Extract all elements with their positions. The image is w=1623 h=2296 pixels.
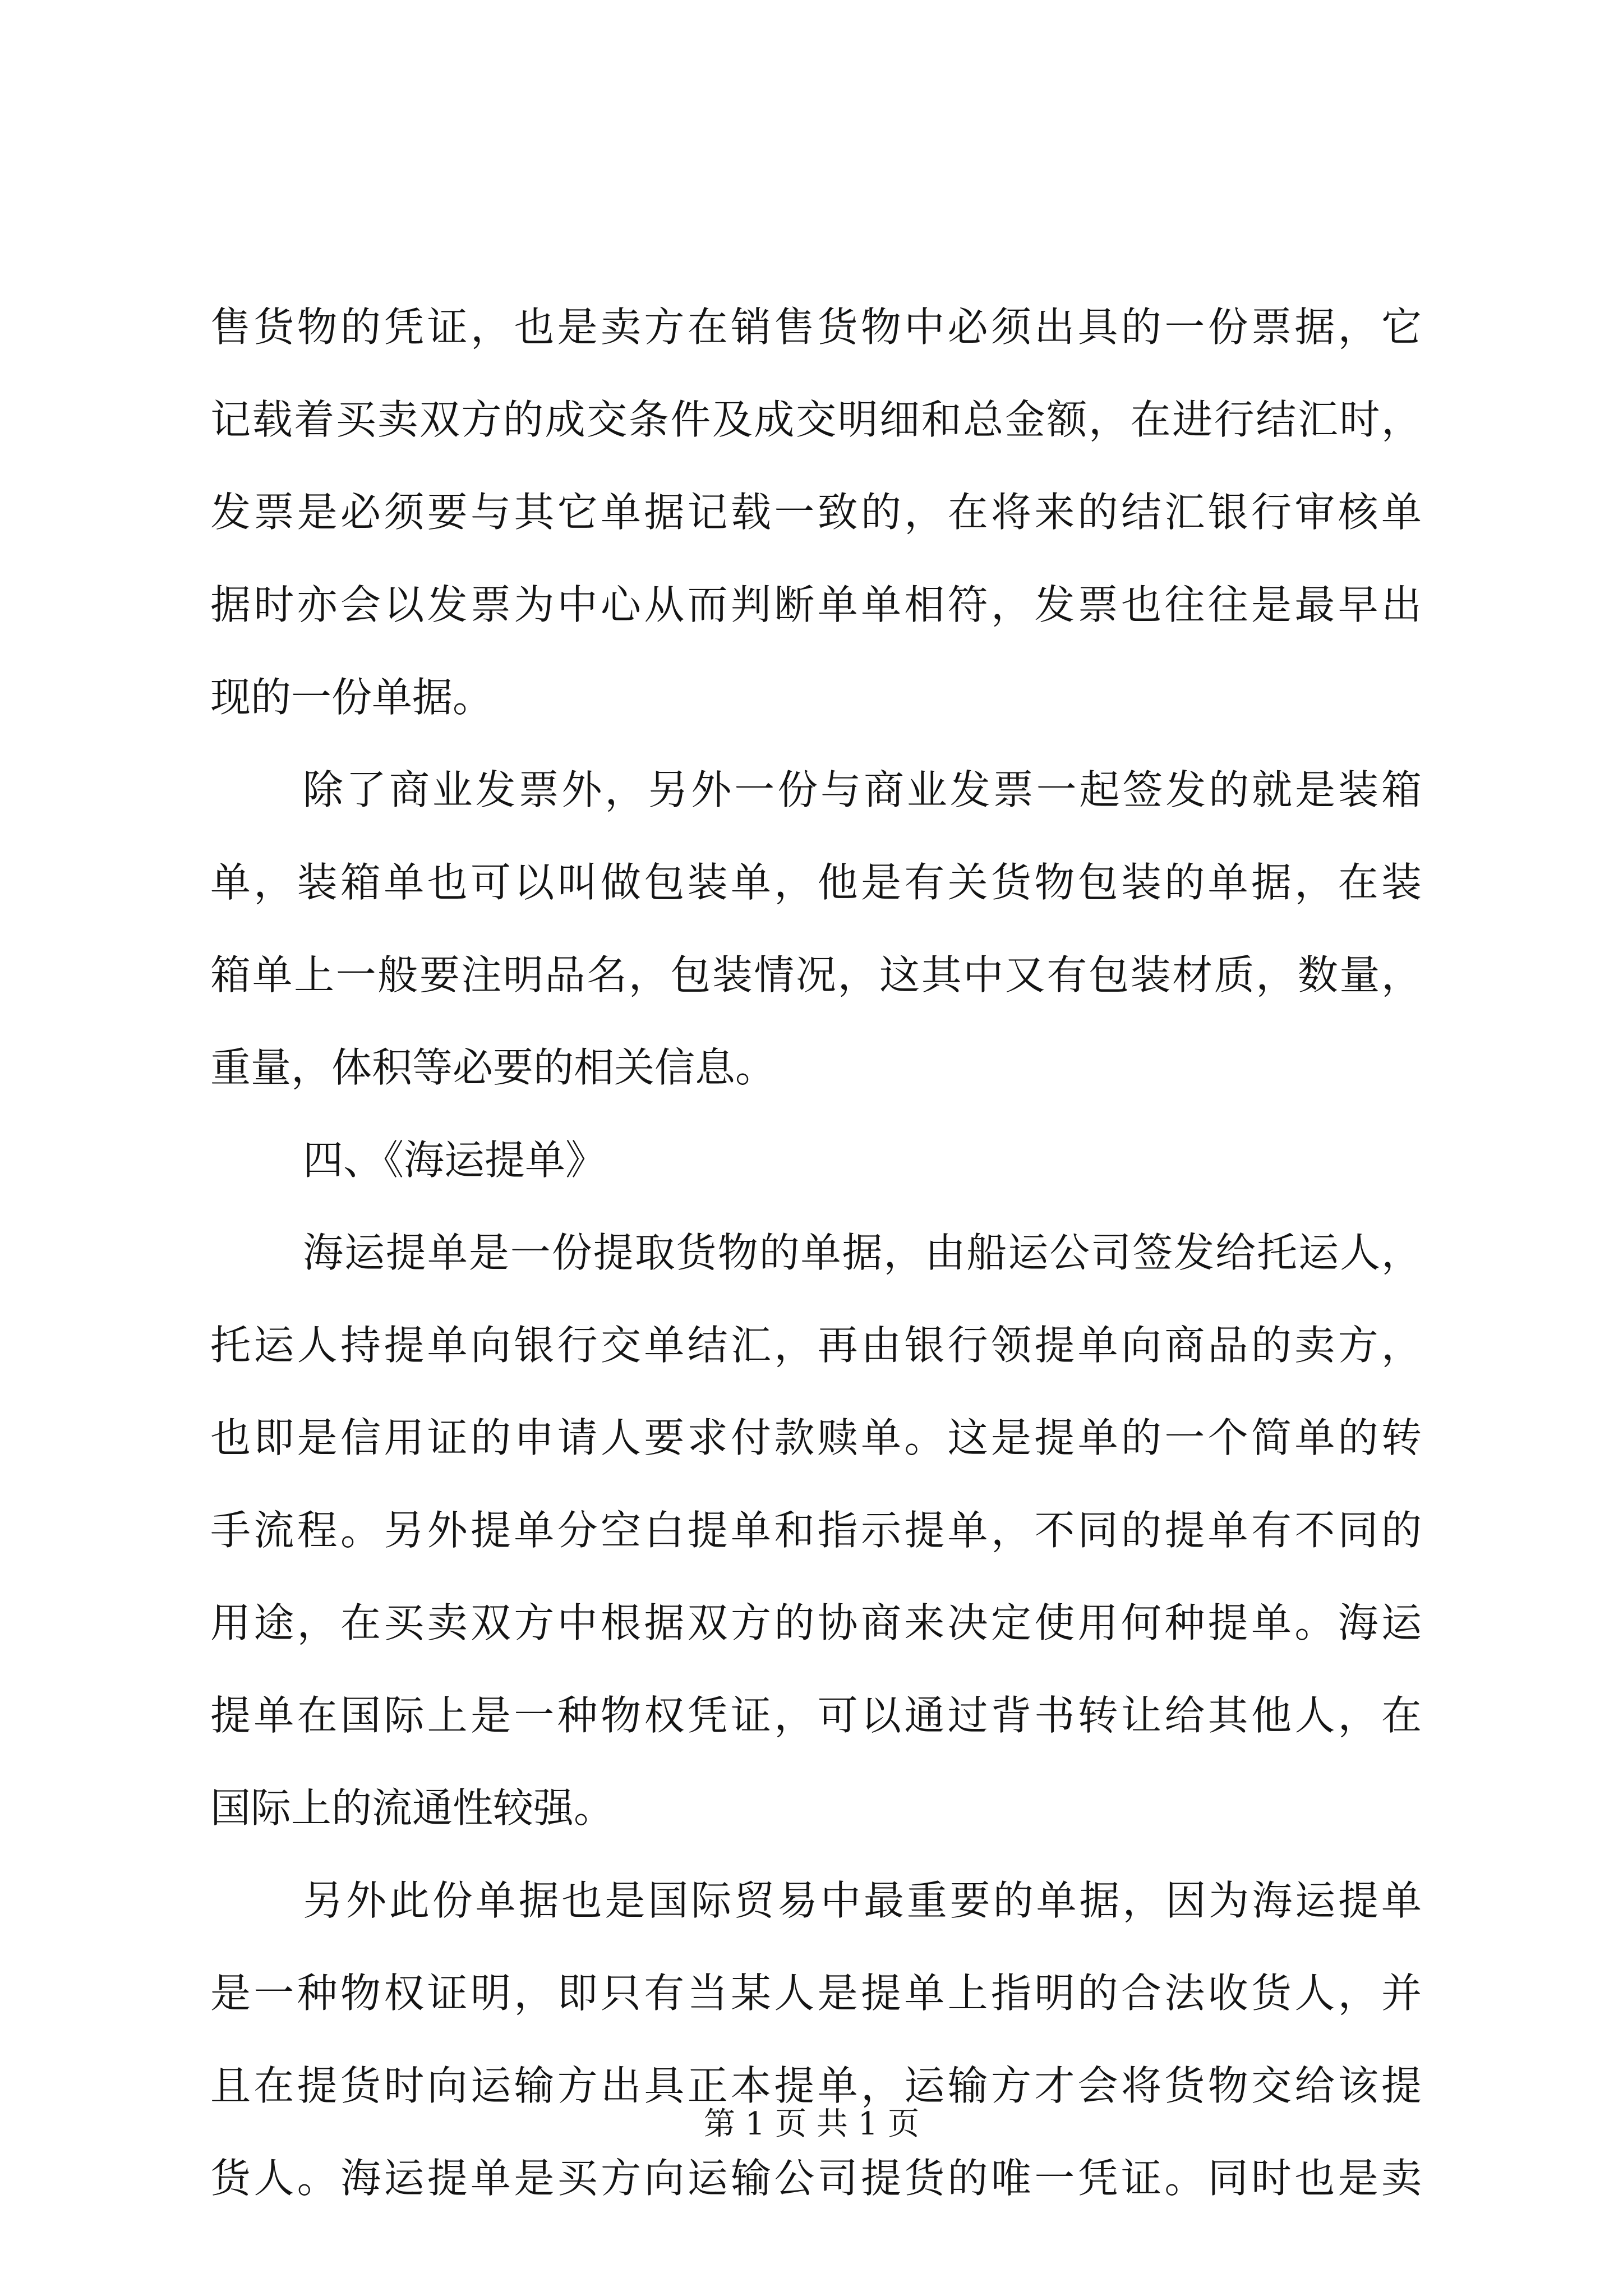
body-line: 用途，在买卖双方中根据双方的协商来决定使用何种提单。海运 [210, 1599, 1422, 1646]
body-line: 售货物的凭证，也是卖方在销售货物中必须出具的一份票据，它 [210, 303, 1422, 351]
body-line: 也即是信用证的申请人要求付款赎单。这是提单的一个简单的转 [210, 1414, 1422, 1461]
body-line: 发票是必须要与其它单据记载一致的，在将来的结汇银行审核单 [210, 489, 1422, 536]
body-line: 且在提货时向运输方出具正本提单，运输方才会将货物交给该提 [210, 2062, 1422, 2109]
body-line: 货人。海运提单是买方向运输公司提货的唯一凭证。同时也是卖 [210, 2155, 1422, 2202]
section-heading: 四、《海运提单》 [303, 1137, 606, 1184]
body-line: 另外此份单据也是国际贸易中最重要的单据，因为海运提单 [303, 1877, 1422, 1924]
body-line: 托运人持提单向银行交单结汇，再由银行领提单向商品的卖方， [210, 1322, 1422, 1369]
body-line: 除了商业发票外，另外一份与商业发票一起签发的就是装箱 [303, 766, 1422, 813]
body-line: 手流程。另外提单分空白提单和指示提单，不同的提单有不同的 [210, 1507, 1422, 1554]
body-line: 单，装箱单也可以叫做包装单，他是有关货物包装的单据，在装 [210, 859, 1422, 906]
body-line: 是一种物权证明，即只有当某人是提单上指明的合法收货人，并 [210, 1970, 1422, 2017]
body-line: 现的一份单据。 [210, 674, 494, 721]
body-line: 国际上的流通性较强。 [210, 1784, 615, 1832]
body-line: 据时亦会以发票为中心从而判断单单相符，发票也往往是最早出 [210, 581, 1422, 628]
body-line: 箱单上一般要注明品名，包装情况，这其中又有包装材质，数量， [210, 951, 1422, 999]
page-footer: 第 1 页 共 1 页 [703, 2106, 920, 2142]
body-line: 海运提单是一份提取货物的单据，由船运公司签发给托运人， [303, 1229, 1422, 1276]
body-line: 重量，体积等必要的相关信息。 [210, 1044, 776, 1091]
body-line: 提单在国际上是一种物权凭证，可以通过背书转让给其他人，在 [210, 1692, 1422, 1739]
body-line: 记载着买卖双方的成交条件及成交明细和总金额，在进行结汇时， [210, 396, 1422, 443]
